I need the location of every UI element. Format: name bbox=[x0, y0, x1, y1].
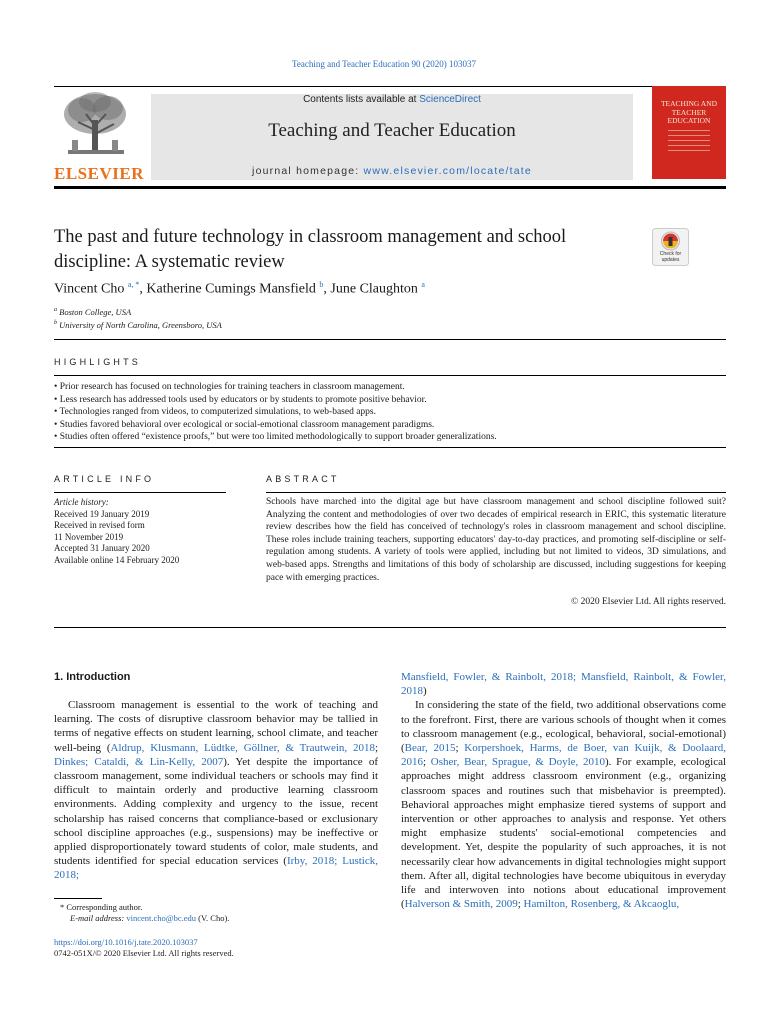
citation-link[interactable]: Bear, 2015 bbox=[404, 742, 456, 755]
elsevier-logo[interactable] bbox=[54, 90, 144, 183]
affiliations bbox=[54, 305, 222, 332]
history-label: Article history: bbox=[54, 497, 109, 507]
abstract-copyright: © 2020 Elsevier Ltd. All rights reserved. bbox=[571, 597, 726, 607]
corresponding-author-note: * Corresponding author. bbox=[60, 902, 143, 912]
author-list: Vincent Cho $^{a, *}$, Katherine Cumings Mansfield $^b$, June Claughton $^a$ bbox=[54, 280, 425, 297]
homepage-link[interactable]: www.elsevier.com/locate/tate bbox=[363, 165, 532, 177]
footnote bbox=[54, 902, 229, 924]
contents-line bbox=[151, 94, 633, 105]
homepage-prefix: journal homepage: bbox=[252, 165, 364, 177]
affiliation-item: $^a$ Boston College, USA bbox=[54, 306, 132, 317]
badge-label: Check for updates bbox=[659, 251, 682, 263]
journal-homepage-line bbox=[151, 165, 633, 177]
cover-title: TEACHING AND TEACHER EDUCATION bbox=[660, 99, 718, 125]
journal-reference[interactable]: Teaching and Teacher Education 90 (2020) 103037 bbox=[291, 59, 476, 69]
citation-link[interactable]: Dinkes; Cataldi, & Lin-Kelly, 2007 bbox=[54, 755, 224, 768]
header-top-rule bbox=[54, 86, 726, 87]
history-item: 11 November 2019 bbox=[54, 531, 124, 542]
title-bottom-rule bbox=[54, 339, 726, 340]
body-column-right bbox=[401, 670, 726, 911]
article-history bbox=[54, 497, 234, 567]
author-name[interactable]: June Claughton bbox=[330, 281, 418, 297]
highlight-item: • Prior research has focused on technologies for training teachers in classroom management. bbox=[54, 382, 405, 392]
article-info-heading: ARTICLE INFO bbox=[54, 474, 155, 484]
history-item: Received 19 January 2019 bbox=[54, 508, 150, 519]
intro-paragraph-1-cont: Mansfield, Fowler, & Rainbolt, 2018; Mansfield, Rainbolt, & Fowler, 2018) bbox=[401, 671, 726, 698]
elsevier-tree-icon bbox=[60, 90, 130, 162]
author-name[interactable]: Katherine Cumings Mansfield bbox=[146, 281, 316, 297]
journal-cover[interactable] bbox=[652, 86, 726, 179]
citation-link[interactable]: Hamilton, Rosenberg, & Akcaoglu, bbox=[523, 898, 680, 911]
history-item: Received in revised form bbox=[54, 520, 145, 531]
author-name[interactable]: Vincent Cho bbox=[54, 281, 125, 297]
citation-link[interactable]: Mansfield, Fowler, & Rainbolt, 2018; Mansfield, Rainbolt, & Fowler, 2018 bbox=[401, 671, 726, 698]
contents-prefix: Contents lists available at bbox=[303, 94, 420, 105]
rights-line: 0742-051X/© 2020 Elsevier Ltd. All rights reserved. bbox=[54, 948, 234, 958]
highlights-top-rule bbox=[54, 375, 726, 376]
highlight-item: • Technologies ranged from videos, to computerized simulations, to web-based apps. bbox=[54, 407, 376, 417]
author-affil-mark[interactable]: a, * bbox=[127, 280, 140, 289]
intro-paragraph-1: Classroom management is essential to the work of teaching and learning. The costs of disruptive classroom behavior may be tallied in terms of negative effects on student learning, school climate, and teacher well-being (Aldrup, Klusmann, Lüdtke, Göllner, & Trautwein, 2018; Dinkes; Cataldi, & Lin-Kelly, 2007). Yet despite the importance of classroom management, some individual teachers or schools may find it difficult to maintain orderly and productive learning classroom environments. Adding complexity and urgency to the issue, recent scholarship has raised concerns that compliance-based or exclusionary school discipline approaches (e.g., suspensions) may be ineffective or applied disproportionately toward students of color, male students, and students identified for special education services (Irby, 2018; Lustick, 2018; bbox=[54, 699, 379, 882]
doi-link[interactable]: https://doi.org/10.1016/j.tate.2020.103037 bbox=[54, 937, 198, 947]
history-item: Available online 14 February 2020 bbox=[54, 554, 180, 565]
highlights-heading: HIGHLIGHTS bbox=[54, 357, 142, 367]
body-column-left bbox=[54, 698, 378, 883]
article-info-rule bbox=[54, 492, 226, 493]
abstract-heading: ABSTRACT bbox=[266, 474, 340, 484]
citation-link[interactable]: Irby, 2018; Lustick, 2018; bbox=[54, 855, 378, 882]
highlights-list bbox=[54, 381, 726, 444]
highlight-item: • Studies often offered “existence proofs,” but were too limited methodologically to support broader generalizations. bbox=[54, 432, 497, 442]
citation-link[interactable]: Korpershoek, Harms, de Boer, van Kuijk, & Doolaard, 2016 bbox=[401, 742, 727, 769]
author-affil-mark[interactable]: a bbox=[421, 280, 425, 289]
history-item: Accepted 31 January 2020 bbox=[54, 543, 150, 554]
citation-link[interactable]: Osher, Bear, Sprague, & Doyle, 2010 bbox=[430, 756, 605, 769]
journal-title[interactable]: Teaching and Teacher Education bbox=[268, 120, 516, 141]
highlight-item: • Studies favored behavioral over ecological or social-emotional classroom management paradigms. bbox=[54, 419, 435, 430]
article-title: The past and future technology in classroom management and school discipline: A systematic review bbox=[54, 227, 567, 272]
highlights-bottom-rule bbox=[54, 447, 726, 448]
citation-link[interactable]: Aldrup, Klusmann, Lüdtke, Göllner, & Trautwein, 2018 bbox=[110, 741, 375, 754]
email-line: E-mail address: vincent.cho@bc.edu (V. Cho). bbox=[70, 913, 230, 923]
sciencedirect-link[interactable]: ScienceDirect bbox=[419, 94, 481, 105]
doi-block bbox=[54, 937, 234, 959]
introduction-heading: 1. Introduction bbox=[54, 671, 131, 683]
affiliation-item: $^b$ University of North Carolina, Greensboro, USA bbox=[54, 320, 222, 331]
cover-decoration bbox=[668, 130, 710, 155]
check-for-updates-badge[interactable] bbox=[652, 228, 689, 266]
abstract-text: Schools have marched into the digital age but have classroom management and school discipline followed suit? Analyzing the content and methodologies of over two decades of empirical research in ERIC, this systematic literature review describes how the field has conceived of technology's roles in classroom management and school discipline. These roles include training teachers, supporting educators' day-to-day practices, and promoting self-discipline or self-regulation among students. A variety of tools were applied, including but not limited to videos, 3D simulations, and web-based apps. Strengths and limitations of this body of scholarship are discussed, including suggestions for keeping pace with emerging practices. bbox=[266, 497, 726, 583]
footnote-rule bbox=[54, 898, 102, 899]
highlight-item: • Less research has addressed tools used by educators or by students to promote positive behavior. bbox=[54, 394, 427, 405]
citation-link[interactable]: Halverson & Smith, 2009 bbox=[404, 898, 518, 911]
email-link[interactable]: vincent.cho@bc.edu bbox=[126, 913, 197, 923]
abstract-bottom-rule bbox=[54, 627, 726, 628]
abstract-rule bbox=[266, 492, 726, 493]
author-affil-mark[interactable]: b bbox=[319, 280, 324, 289]
header-bottom-rule bbox=[54, 186, 726, 189]
intro-paragraph-2: In considering the state of the field, two additional observations come to the forefront. First, there are various schools of thought when it comes to classroom management (e.g., ecological, behavioral, social-emotional) (Bear, 2015; Korpershoek, Harms, de Boer, van Kuijk, & Doolaard, 2016; Osher, Bear, Sprague, & Doyle, 2010). For example, ecological approaches might address classroom environment (e.g., organizing classroom spaces and routines such that misbehavior is preempted). Behavioral approaches might emphasize tiered systems of support and intervention or other approaches to analysis and response. Yet others might emphasize students' social-emotional competencies and development. Yet, despite the popularity of such approaches, it is not necessarily clear how advancements in digital technologies might support them. After all, digital technologies have become ubiquitous in everyday life and interwoven into notions about educational improvement (Halverson & Smith, 2009; Hamilton, Rosenberg, & Akcaoglu, bbox=[401, 699, 727, 911]
publisher-logo-text: ELSEVIER bbox=[54, 164, 144, 183]
